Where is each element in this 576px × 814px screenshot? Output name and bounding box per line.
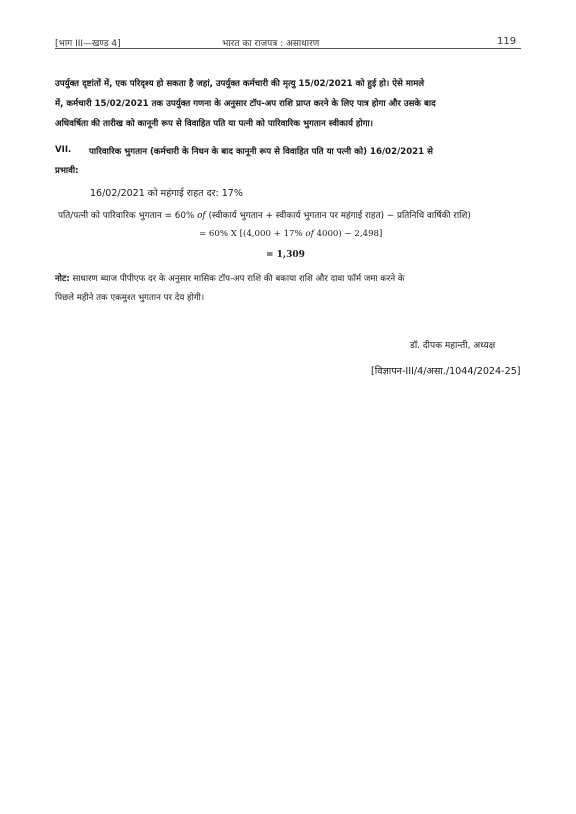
note-line-1: साधारण ब्याज पीपीएफ दर के अनुसार मासिक टॉप-अप राशि की बकाया राशि और दावा फॉर्म जमा करने के	[69, 274, 405, 284]
paragraph-line: अधिवर्षिता की तारीख को कानूनी रूप से विवाहित पति या पत्नी को पारिवारिक भुगतान स्वीकार्य होगा।	[55, 119, 374, 129]
formula-rhs: (स्वीकार्य भुगतान + स्वीकार्य भुगतान पर महंगाई राहत) − प्रतिनिधि वार्षिकी राशि)	[205, 211, 471, 221]
section-title-continuation: प्रभावी:	[55, 166, 79, 176]
formula-calculation	[199, 229, 382, 239]
calc-of: of	[305, 229, 314, 239]
paragraph-line: में, कर्मचारी 15/02/2021 तक उपर्युक्त गणना के अनुसार टॉप-अप राशि प्राप्त करने के लिए पात्र होगा और उसके बाद	[55, 99, 436, 109]
header-divider	[55, 48, 521, 49]
formula-percent: 60%	[174, 211, 195, 221]
header-gazette-title: भारत का राजपत्र : असाधारण	[222, 39, 320, 49]
calc-part-a: = 60% X [(4,000 + 17%	[199, 229, 306, 239]
paragraph-line: उपर्युक्त दृष्टांतों में, एक परिदृश्य हो सकता है जहां, उपर्युक्त कर्मचारी की मृत्यु 15/02/2021 को हुई हो। ऐसे मामले	[55, 79, 425, 89]
advertisement-reference: [विज्ञापन-III/4/असा./1044/2024-25]	[371, 366, 521, 377]
note-block	[55, 270, 521, 308]
formula-lhs: पति/पत्नी को पारिवारिक भुगतान =	[58, 211, 175, 221]
signatory: डॉ. दीपक महान्ती, अध्यक्ष	[410, 341, 496, 351]
note-line-2: पिछले महीने तक एकमुश्त भुगतान पर देय होगी।	[55, 293, 205, 303]
header-page-number: 119	[497, 36, 517, 47]
formula-result: = 1,309	[266, 250, 305, 260]
section-number: VII.	[55, 145, 72, 155]
da-rate-line: 16/02/2021 को महंगाई राहत दर: 17%	[90, 188, 243, 199]
family-payment-formula	[58, 209, 471, 221]
formula-of: of	[197, 211, 206, 221]
header-part-label: [भाग III—खण्ड 4]	[55, 39, 121, 49]
calc-part-b: 4000) − 2,498]	[313, 229, 383, 239]
note-label: नोट:	[55, 274, 70, 284]
section-title: पारिवारिक भुगतान (कर्मचारी के निधन के बाद कानूनी रूप से विवाहित पति या पत्नी को) 16/02/2021 से	[89, 147, 433, 157]
intro-paragraph	[55, 74, 523, 134]
